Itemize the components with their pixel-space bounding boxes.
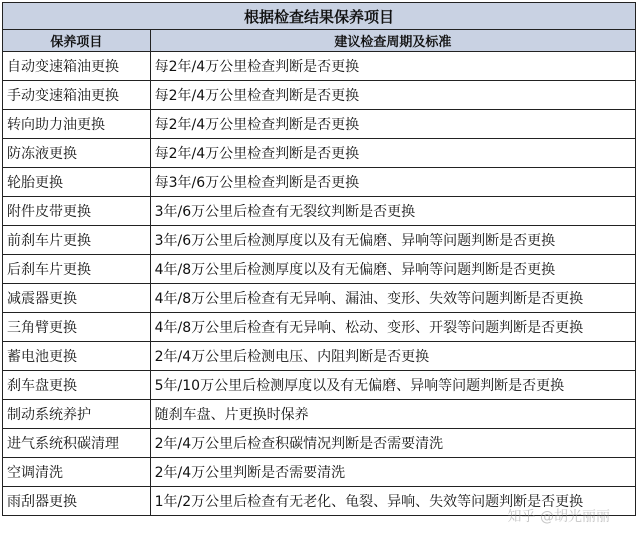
row-item: 进气系统积碳清理 [3,429,151,458]
row-standard: 3年/6万公里后检查有无裂纹判断是否更换 [150,197,635,226]
row-item: 自动变速箱油更换 [3,52,151,81]
header-item: 保养项目 [3,30,151,52]
table-row [3,429,636,458]
table-row [3,197,636,226]
table-row [3,371,636,400]
row-item: 三角臂更换 [3,313,151,342]
table-row [3,487,636,516]
table-row [3,284,636,313]
row-item: 减震器更换 [3,284,151,313]
watermark: 知乎 @胡光丽丽 [507,509,610,525]
row-item: 轮胎更换 [3,168,151,197]
row-standard: 2年/4万公里判断是否需要清洗 [150,458,635,487]
row-standard: 每2年/4万公里检查判断是否更换 [150,110,635,139]
row-standard: 4年/8万公里后检测厚度以及有无偏磨、异响等问题判断是否更换 [150,255,635,284]
table-body [3,52,636,516]
row-item: 防冻液更换 [3,139,151,168]
table-row [3,226,636,255]
row-item: 刹车盘更换 [3,371,151,400]
row-standard: 3年/6万公里后检测厚度以及有无偏磨、异响等问题判断是否更换 [150,226,635,255]
table-row [3,81,636,110]
row-item: 蓄电池更换 [3,342,151,371]
row-item: 前刹车片更换 [3,226,151,255]
table-row [3,255,636,284]
row-standard: 4年/8万公里后检查有无异响、松动、变形、开裂等问题判断是否更换 [150,313,635,342]
table-row [3,342,636,371]
row-standard: 5年/10万公里后检测厚度以及有无偏磨、异响等问题判断是否更换 [150,371,635,400]
row-standard: 2年/4万公里后检查积碳情况判断是否需要清洗 [150,429,635,458]
row-standard: 1年/2万公里后检查有无老化、龟裂、异响、失效等问题判断是否更换 [150,487,635,516]
table-row [3,52,636,81]
row-standard: 每3年/6万公里检查判断是否更换 [150,168,635,197]
row-item: 附件皮带更换 [3,197,151,226]
row-item: 转向助力油更换 [3,110,151,139]
row-standard: 2年/4万公里后检测电压、内阻判断是否更换 [150,342,635,371]
table-row [3,313,636,342]
row-item: 雨刮器更换 [3,487,151,516]
row-standard: 每2年/4万公里检查判断是否更换 [150,139,635,168]
row-item: 制动系统养护 [3,400,151,429]
header-standard: 建议检查周期及标准 [150,30,635,52]
row-standard: 每2年/4万公里检查判断是否更换 [150,52,635,81]
row-item: 后刹车片更换 [3,255,151,284]
table-header-row [3,30,636,52]
table-row [3,168,636,197]
row-item: 空调清洗 [3,458,151,487]
maintenance-table [2,2,636,516]
table-row [3,400,636,429]
table-title-row [3,3,636,30]
table-row [3,458,636,487]
row-standard: 每2年/4万公里检查判断是否更换 [150,81,635,110]
table-row [3,139,636,168]
row-item: 手动变速箱油更换 [3,81,151,110]
table-title: 根据检查结果保养项目 [3,3,636,30]
row-standard: 4年/8万公里后检查有无异响、漏油、变形、失效等问题判断是否更换 [150,284,635,313]
row-standard: 随刹车盘、片更换时保养 [150,400,635,429]
table-row [3,110,636,139]
